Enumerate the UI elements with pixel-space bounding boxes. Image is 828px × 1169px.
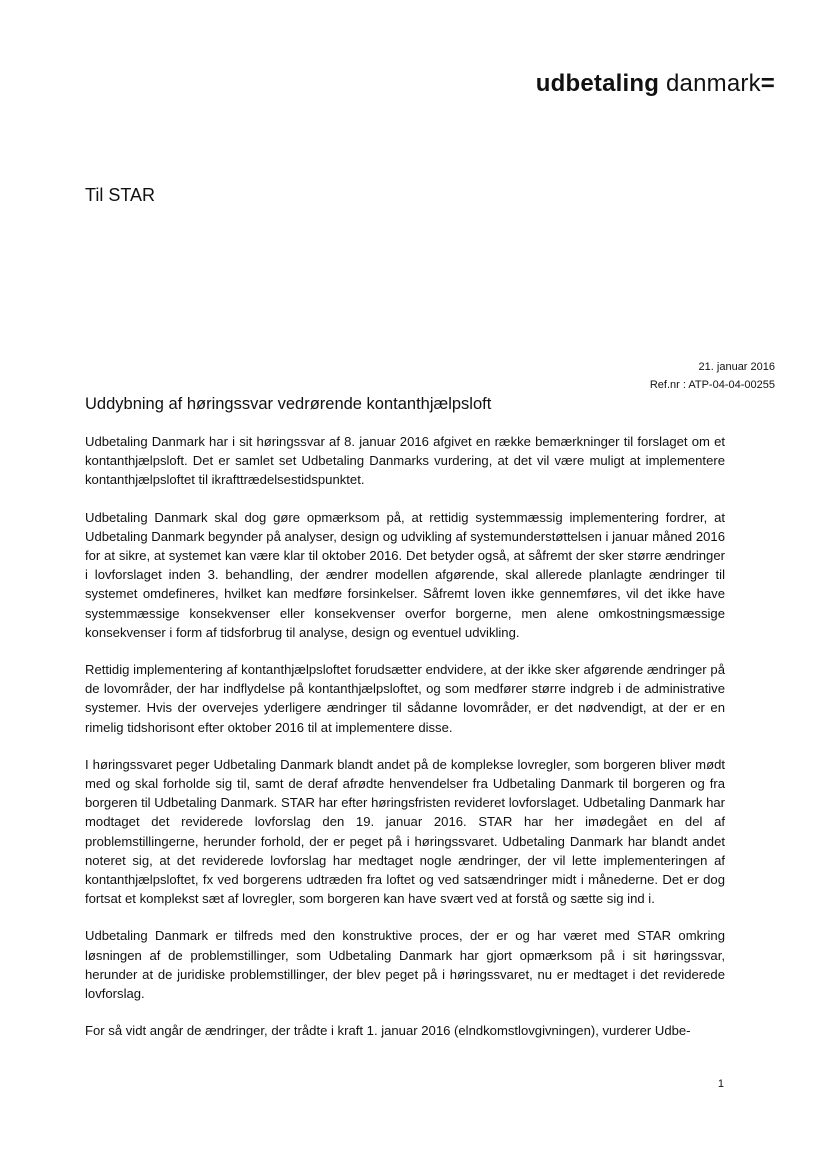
letter-body <box>85 432 725 1058</box>
reference-number: Ref.nr : ATP-04-04-00255 <box>649 379 775 391</box>
body-paragraph: Udbetaling Danmark skal dog gøre opmærksom på, at rettidig systemmæssig implementering fordrer, at Udbetaling Danmark begynder på analyser, design og udvikling af systemunderstøttelsen i januar måned 2016 for at sikre, at systemet kan være klar til oktober 2016. Det betyder også, at såfremt der sker større ændringer i lovforslaget inden 3. behandling, der ændrer modellen afgørende, skal allerede planlagte ændringer til systemet omdefineres, hvilket kan medføre forsinkelser. Såfremt loven ikke gennemføres, vil det ikke have systemmæssige konsekvenser eller konsekvenser overfor borgerne, men alene omkostningsmæssige konsekvenser i form af tidsforbrug til analyse, design og eventuel udvikling. <box>85 509 725 640</box>
body-paragraph: Udbetaling Danmark har i sit høringssvar af 8. januar 2016 afgivet en række bemærkninger til forslaget om et kontanthjælpsloft. Det er samlet set Udbetaling Danmarks vurdering, at det vil være muligt at implementere kontanthjælpsloftet til ikrafttrædelsestidspunktet. <box>85 434 725 488</box>
body-paragraph: For så vidt angår de ændringer, der trådte i kraft 1. januar 2016 (elndkomstlovgivningen), vurderer Udbe- <box>85 1023 691 1039</box>
body-paragraph: Rettidig implementering af kontanthjælpsloftet forudsætter endvidere, at der ikke sker afgørende ændringer på de lovområder, der har indflydelse på kontanthjælpsloftet, og som medfører større indgreb i de administrative systemer. Hvis der overvejes yderligere ændringer til sådanne lovområder, er det nødvendigt, at der er en rimelig tidshorisont efter oktober 2016 til at implementere disse. <box>85 662 725 735</box>
body-paragraph: Udbetaling Danmark er tilfreds med den konstruktive proces, der er og har været med STAR omkring løsningen af de problemstillinger, som Udbetaling Danmark har gjort opmærksom på i sit høringssvar, herunder at de juridiske problemstillinger, der blev peget på i høringssvaret, nu er medtaget i det reviderede lovforslag. <box>85 928 725 1002</box>
logo-word-udbetaling: udbetaling <box>535 70 660 97</box>
letter-subject: Uddybning af høringssvar vedrørende kontanthjælpsloft <box>85 395 492 413</box>
letter-date: 21. januar 2016 <box>698 361 775 373</box>
page-number: 1 <box>717 1078 724 1090</box>
body-paragraph: I høringssvaret peger Udbetaling Danmark blandt andet på de komplekse lovregler, som borgeren bliver mødt med og skal forholde sig til, samt de deraf afrødte henvendelser fra Udbetaling Danmark til borgeren og fra borgeren til Udbetaling Danmark. STAR har efter høringsfristen revideret lovforslaget. Udbetaling Danmark har modtaget det reviderede lovforslag den 19. januar 2016. STAR har her imødegået en del af problemstillingerne, herunder forhold, der er peget på i høringssvaret. Udbetaling Danmark har blandt andet noteret sig, at det reviderede lovforslag har medtaget nogle ændringer, der vil lette implementeringen af kontanthjælpsloftet, fx ved borgerens udtræden fra loftet og ved satsændringer midt i månederne. Det er dog fortsat et komplekst sæt af lovregler, som borgeren kan have svært ved at forstå og sætte sig ind i. <box>85 756 725 907</box>
company-logo <box>536 70 775 98</box>
recipient-line: Til STAR <box>85 185 155 205</box>
logo-mark: = <box>760 70 775 97</box>
letter-meta <box>650 358 775 394</box>
logo-word-danmark: danmark <box>666 70 761 97</box>
